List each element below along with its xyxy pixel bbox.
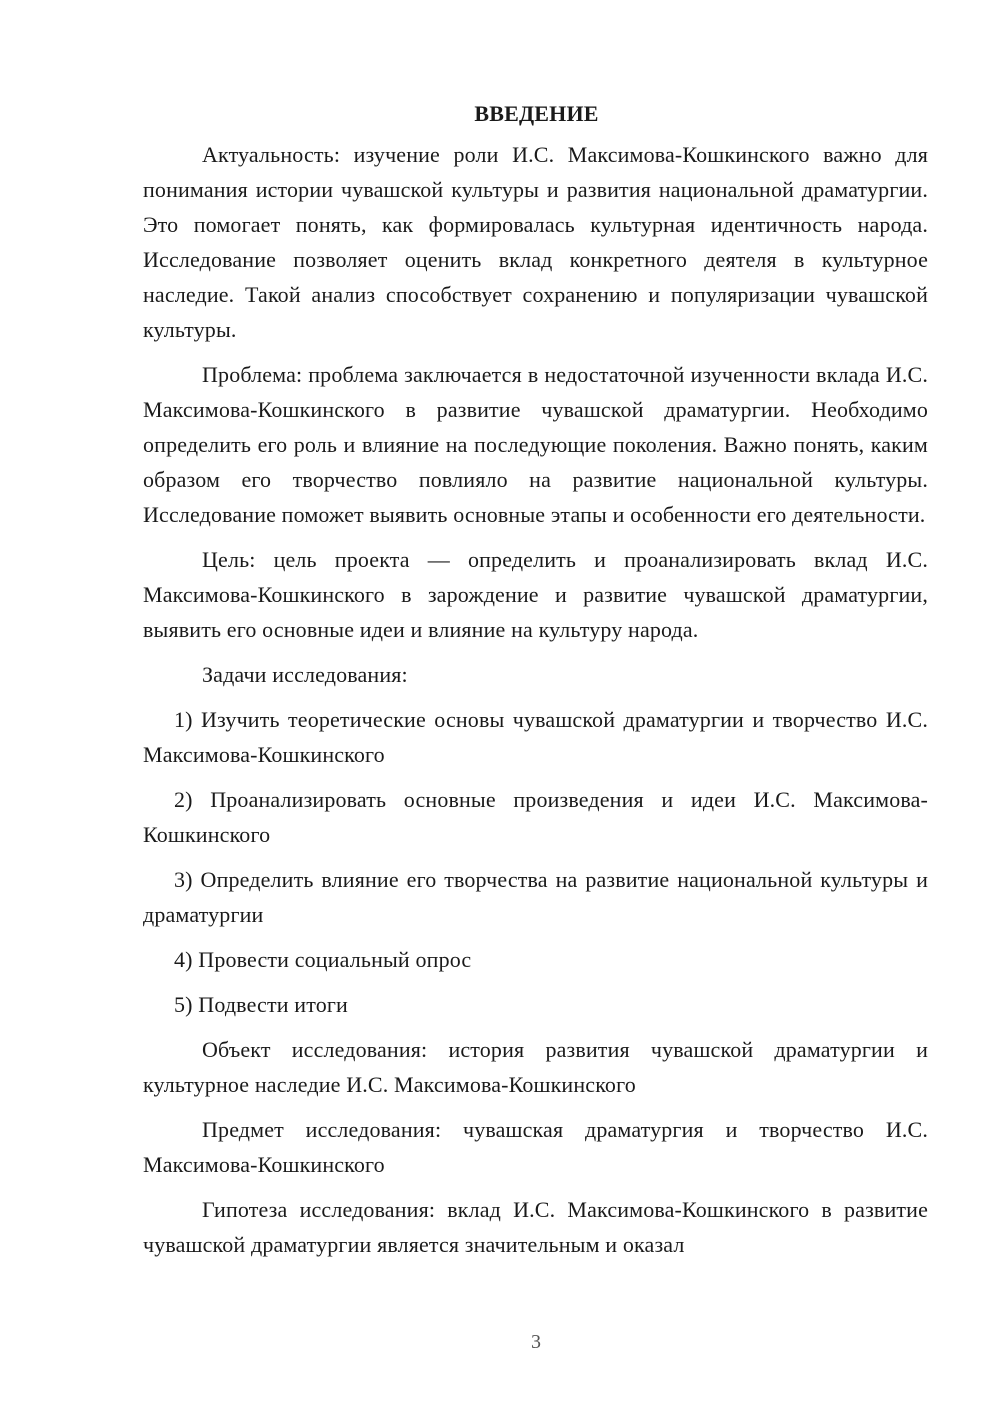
- page-number: 3: [531, 1331, 541, 1353]
- task-item-4: 4) Провести социальный опрос: [174, 947, 472, 972]
- problem-paragraph: Проблема: проблема заключается в недостаточной изученности вклада И.С. Максимова-Кошкинского в развитие чувашской драматургии. Необходимо определить его роль и влияние на последующие поколения. Важно понять, каким образом его творчество повлияло на развитие национальной культуры. Исследование поможет выявить основные этапы и особенности его деятельности.: [143, 362, 928, 527]
- hypothesis-paragraph: Гипотеза исследования: вклад И.С. Максимова-Кошкинского в развитие чувашской драматургии является значительным и оказал: [143, 1197, 928, 1257]
- tasks-title: Задачи исследования:: [202, 662, 408, 687]
- relevance-paragraph: Актуальность: изучение роли И.С. Максимова-Кошкинского важно для понимания истории чувашской культуры и развития национальной драматургии. Это помогает понять, как формировалась культурная идентичность народа. Исследование позволяет оценить вклад конкретного деятеля в культурное наследие. Такой анализ способствует сохранению и популяризации чувашской культуры.: [143, 142, 928, 342]
- task-item-5: 5) Подвести итоги: [174, 992, 348, 1017]
- task-item-3: 3) Определить влияние его творчества на развитие национальной культуры и драматургии: [143, 867, 928, 927]
- page-title: ВВЕДЕНИЕ: [474, 101, 599, 126]
- page-content: [143, 96, 928, 1262]
- task-item-1: 1) Изучить теоретические основы чувашской драматургии и творчество И.С. Максимова-Кошкинского: [143, 707, 928, 767]
- task-item-2: 2) Проанализировать основные произведения и идеи И.С. Максимова-Кошкинского: [143, 787, 928, 847]
- object-paragraph: Объект исследования: история развития чувашской драматургии и культурное наследие И.С. Максимова-Кошкинского: [143, 1037, 928, 1097]
- goal-paragraph: Цель: цель проекта — определить и проанализировать вклад И.С. Максимова-Кошкинского в зарождение и развитие чувашской драматургии, выявить его основные идеи и влияние на культуру народа.: [143, 547, 928, 642]
- subject-paragraph: Предмет исследования: чувашская драматургия и творчество И.С. Максимова-Кошкинского: [143, 1117, 928, 1177]
